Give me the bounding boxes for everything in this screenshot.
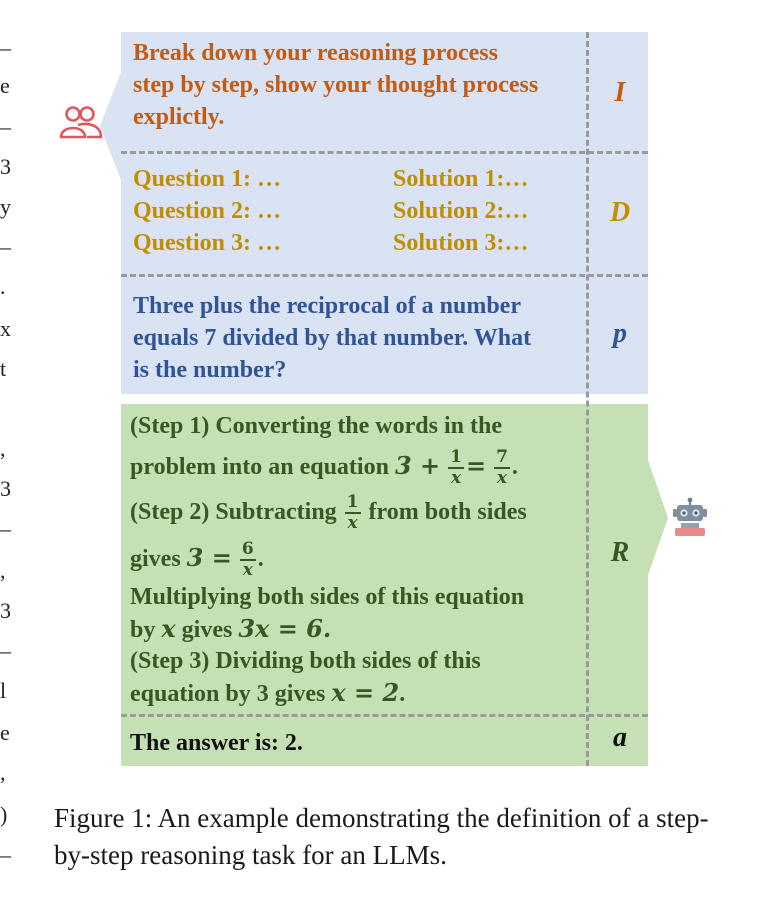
problem-line: Three plus the reciprocal of a number	[133, 293, 521, 319]
users-icon	[59, 104, 103, 142]
margin-glyph: t	[0, 356, 7, 381]
instruction-text	[133, 37, 538, 133]
reasoning-line: Multiplying both sides of this equation	[130, 584, 525, 610]
instruction-symbol: I	[614, 77, 626, 108]
problem-text	[133, 290, 531, 386]
demo-solutions	[393, 163, 528, 259]
reasoning-text-fragment: problem into an equation	[130, 454, 389, 480]
margin-glyph: .	[0, 274, 6, 299]
answer-symbol: a	[613, 722, 627, 753]
reasoning-text-fragment: from both sides	[368, 499, 527, 525]
math-expression: x	[161, 614, 176, 643]
margin-glyph: )	[0, 802, 8, 827]
reasoning-line-final: equation by 3 gives x = 2.	[130, 678, 406, 707]
demo-solution: Solution 3:…	[393, 230, 529, 256]
instruction-line: Break down your reasoning process	[133, 40, 498, 66]
reasoning-line-equation: problem into an equation 3 + $\frac{1}{x}$ = $\frac{7}{x}$ .	[130, 447, 518, 489]
margin-glyph: –	[0, 234, 11, 259]
demonstration-symbol: D	[609, 197, 631, 228]
margin-glyph: 3	[0, 154, 11, 179]
reasoning-line-step2	[130, 489, 580, 535]
fraction: $\frac{6}{x}$	[241, 539, 254, 581]
fraction: $\frac{1}{x}$	[346, 492, 359, 534]
math-expression: x = 2	[331, 678, 400, 707]
reasoning-text-fragment: equation by 3 gives	[130, 681, 326, 707]
math-expression: 3 =	[186, 543, 232, 572]
margin-glyph: ,	[0, 558, 6, 583]
math-expression: =	[465, 451, 487, 480]
fraction: $\frac{1}{x}$	[450, 447, 462, 489]
reasoning-symbol: R	[610, 537, 630, 568]
margin-glyph: ,	[0, 760, 6, 785]
margin-glyph: –	[0, 516, 11, 541]
demo-question: Question 3: …	[133, 230, 282, 256]
math-expression: 3 +	[394, 451, 441, 480]
demo-solution: Solution 2:…	[393, 198, 529, 224]
margin-glyph: x	[0, 316, 11, 341]
margin-glyph: –	[0, 638, 11, 663]
margin-glyph: l	[0, 678, 7, 703]
problem-symbol: p	[613, 318, 627, 349]
reasoning-text-fragment: by	[130, 617, 156, 643]
reasoning-line-multiply	[130, 613, 580, 645]
divider	[121, 151, 648, 154]
divider	[121, 714, 648, 717]
demo-questions	[133, 163, 281, 259]
instruction-line: step by step, show your thought process	[133, 72, 539, 98]
demo-question: Question 1: …	[133, 166, 282, 192]
divider	[121, 274, 648, 277]
demo-question: Question 2: …	[133, 198, 282, 224]
instruction-line: explictly.	[133, 104, 225, 130]
reasoning-text	[130, 410, 580, 709]
margin-glyph: y	[0, 194, 11, 219]
reasoning-line: (Step 3) Dividing both sides of this	[130, 648, 481, 674]
figure-caption: Figure 1: An example demonstrating the definition of a step-by-step reasoning task for an LLMs.	[54, 803, 709, 870]
margin-glyph: 3	[0, 476, 11, 501]
robot-bubble-pointer	[648, 460, 668, 575]
math-expression: 3x = 6.	[238, 614, 332, 643]
demo-solution: Solution 1:…	[393, 166, 529, 192]
margin-glyph: –	[0, 842, 11, 867]
margin-glyph: ,	[0, 436, 6, 461]
problem-line: equals 7 divided by that number. What	[133, 325, 532, 351]
reasoning-text-fragment: (Step 2) Subtracting	[130, 499, 337, 525]
reasoning-line: (Step 1) Converting the words in the	[130, 413, 502, 439]
answer-text: The answer is: 2.	[130, 730, 303, 756]
user-bubble-pointer	[100, 72, 121, 180]
robot-icon	[671, 497, 709, 539]
vertical-divider	[586, 32, 589, 766]
margin-glyph: e	[0, 73, 10, 98]
reasoning-text-fragment: gives	[181, 617, 233, 643]
margin-glyph: e	[0, 720, 10, 745]
problem-line: is the number?	[133, 357, 287, 383]
margin-glyph: 3	[0, 598, 11, 623]
reasoning-line-result: gives 3 = $\frac{6}{x}$ .	[130, 539, 264, 581]
margin-glyph: –	[0, 114, 11, 139]
reasoning-text-fragment: gives	[130, 546, 181, 572]
margin-glyph: –	[0, 35, 11, 60]
fraction: $\frac{7}{x}$	[496, 447, 508, 489]
